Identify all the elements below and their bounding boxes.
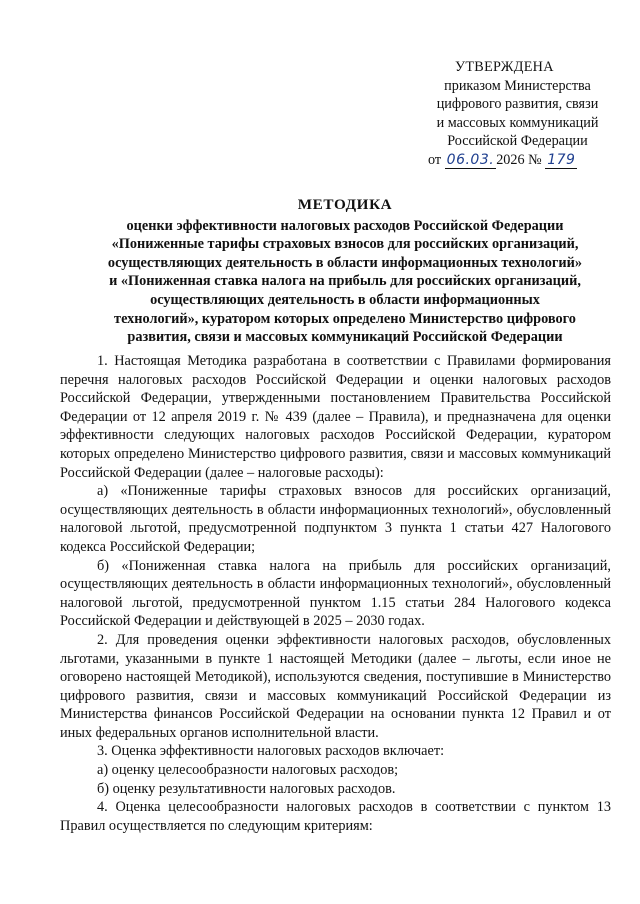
approval-heading: УТВЕРЖДЕНА	[455, 59, 554, 75]
document-body	[60, 352, 611, 835]
title-line: и «Пониженная ставка налога на прибыль для российских организаций,	[109, 273, 581, 290]
approval-line: и массовых коммуникаций	[436, 114, 599, 131]
approval-year: 2026	[496, 151, 525, 168]
paragraph-4: 4. Оценка целесообразности налоговых расходов в соответствии с пунктом 13 Правил осуществляется по следующим критериям:	[60, 799, 611, 834]
document-title: МЕТОДИКА	[297, 196, 393, 213]
title-line: осуществляющих деятельность в области информационных технологий»	[107, 254, 583, 271]
document-title-block	[80, 196, 610, 347]
approval-line: Российской Федерации	[447, 133, 588, 150]
date-prefix: от	[428, 151, 442, 168]
handwritten-number: 179	[547, 151, 576, 168]
title-line: технологий», куратором которых определено Министерство цифрового	[114, 310, 576, 327]
approval-stamp	[410, 58, 625, 170]
approval-line: цифрового развития, связи	[436, 96, 599, 113]
title-line: «Пониженные тарифы страховых взносов для российских организаций,	[111, 236, 579, 253]
title-line: оценки эффективности налоговых расходов Российской Федерации	[126, 217, 564, 234]
title-line: развития, связи и массовых коммуникаций Российской Федерации	[127, 329, 563, 346]
title-line: осуществляющих деятельность в области информационных	[150, 291, 540, 308]
paragraph-3a: а) оценку целесообразности налоговых расходов;	[97, 762, 399, 779]
paragraph-3b: б) оценку результативности налоговых расходов.	[97, 780, 396, 797]
number-sign: №	[528, 151, 542, 168]
paragraph-3: 3. Оценка эффективности налоговых расходов включает:	[97, 743, 445, 760]
handwritten-date: 06.03.	[446, 151, 495, 168]
paragraph-1: 1. Настоящая Методика разработана в соответствии с Правилами формирования перечня налоговых расходов Российской Федерации и оценки налоговых расходов Российской Федерации, утвержденными постановлением Правительства Российской Федерации от 12 апреля 2019 г. № 439 (далее – Правила), и предназначена для оценки эффективности следующих налоговых расходов Российской Федерации, куратором которых определено Министерство цифрового развития, связи и массовых коммуникаций Российской Федерации (далее – налоговые расходы):	[60, 353, 611, 481]
approval-date-line	[410, 151, 625, 170]
approval-line: приказом Министерства	[444, 77, 591, 94]
paragraph-1b: б) «Пониженная ставка налога на прибыль для российских организаций, осуществляющих деятельность в области информационных технологий», обусловленный налоговой льготой, предусмотренной пунктом 1.15 статьи 284 Налогового кодекса Российской Федерации и действующей в 2025 – 2030 годах.	[60, 557, 611, 630]
paragraph-1a: а) «Пониженные тарифы страховых взносов для российских организаций, осуществляющих деятельность в области информационных технологий», обусловленный налоговой льготой, предусмотренной подпунктом 3 пункта 1 статьи 427 Налогового кодекса Российской Федерации;	[60, 483, 611, 555]
paragraph-2: 2. Для проведения оценки эффективности налоговых расходов, обусловленных льготами, указанными в пункте 1 настоящей Методики (далее – льготы, если иное не оговорено настоящей Методикой), используются сведения, поступившие в Министерство цифрового развития, связи и массовых коммуникаций Российской Федерации из Министерства финансов Российской Федерации на основании пункта 12 Правил и от иных федеральных органов исполнительной власти.	[60, 631, 611, 741]
